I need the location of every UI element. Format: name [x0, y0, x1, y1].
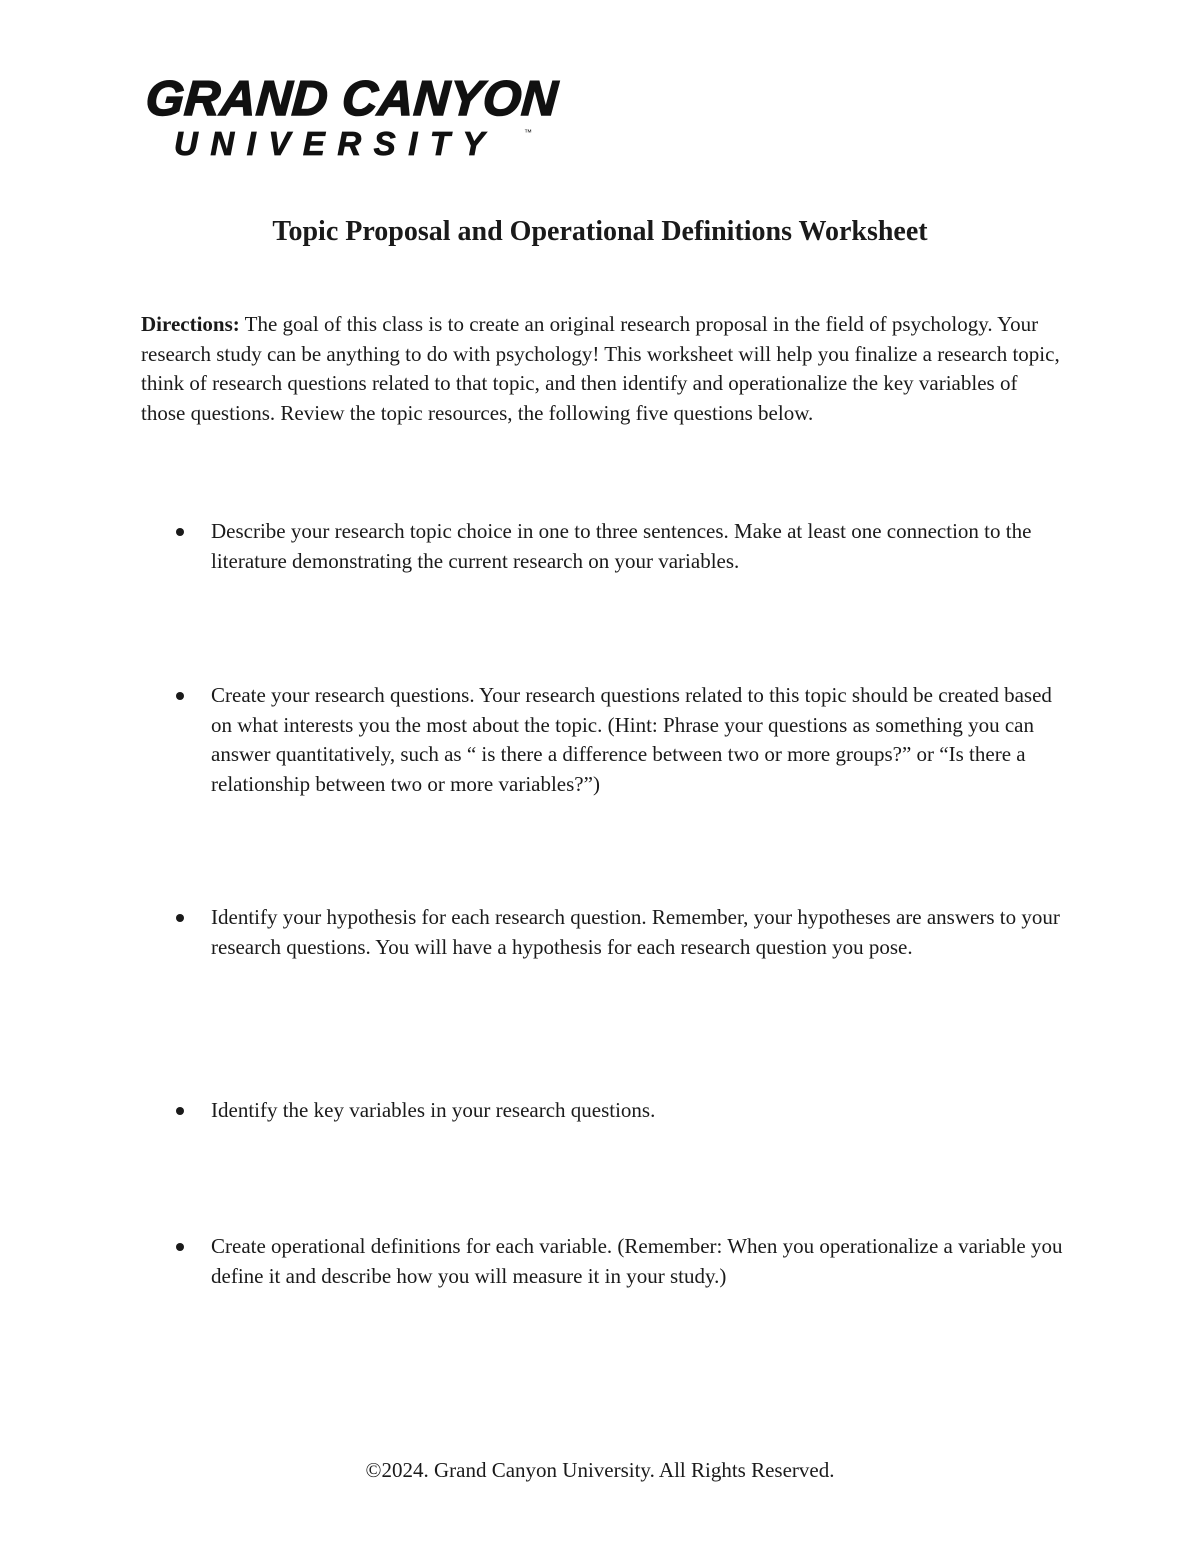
directions-label: Directions: [141, 312, 240, 336]
list-item-text: Create your research questions. Your research questions related to this topic should be created based on what interests you the most about the topic. (Hint: Phrase your questions as something you can answer quantitatively, such as “ is there a difference between two or more groups?” or “Is there a relationship between two or more variables?”) [211, 683, 1052, 796]
page-title: Topic Proposal and Operational Definitions Worksheet [272, 216, 928, 247]
bullet-icon [176, 528, 184, 536]
logo-line-2: UNIVERSITY [174, 125, 498, 162]
list-item-text: Identify the key variables in your research questions. [211, 1098, 656, 1122]
list-item-text: Create operational definitions for each variable. (Remember: When you operationalize a variable you define it and describe how you will measure it in your study.) [211, 1234, 1063, 1288]
bullet-icon [176, 692, 184, 700]
bullet-icon [176, 1243, 184, 1251]
bullet-icon [176, 914, 184, 922]
logo-trademark: ™ [524, 128, 532, 137]
directions-paragraph [141, 310, 1061, 428]
logo-line-1: GRAND CANYON [144, 72, 560, 126]
bullet-icon [176, 1107, 184, 1115]
list-item-text: Identify your hypothesis for each research question. Remember, your hypotheses are answers to your research questions. You will have a hypothesis for each research question you pose. [211, 905, 1060, 959]
gcu-logo [144, 72, 560, 166]
directions-text: The goal of this class is to create an original research proposal in the field of psychology. Your research study can be anything to do with psychology! This worksheet will help you finalize a research topic, think of research questions related to that topic, and then identify and operationalize the key variables of those questions. Review the topic resources, the following five questions below. [141, 312, 1060, 425]
copyright-footer: ©2024. Grand Canyon University. All Rights Reserved. [365, 1458, 835, 1482]
list-item-text: Describe your research topic choice in one to three sentences. Make at least one connection to the literature demonstrating the current research on your variables. [211, 519, 1032, 573]
